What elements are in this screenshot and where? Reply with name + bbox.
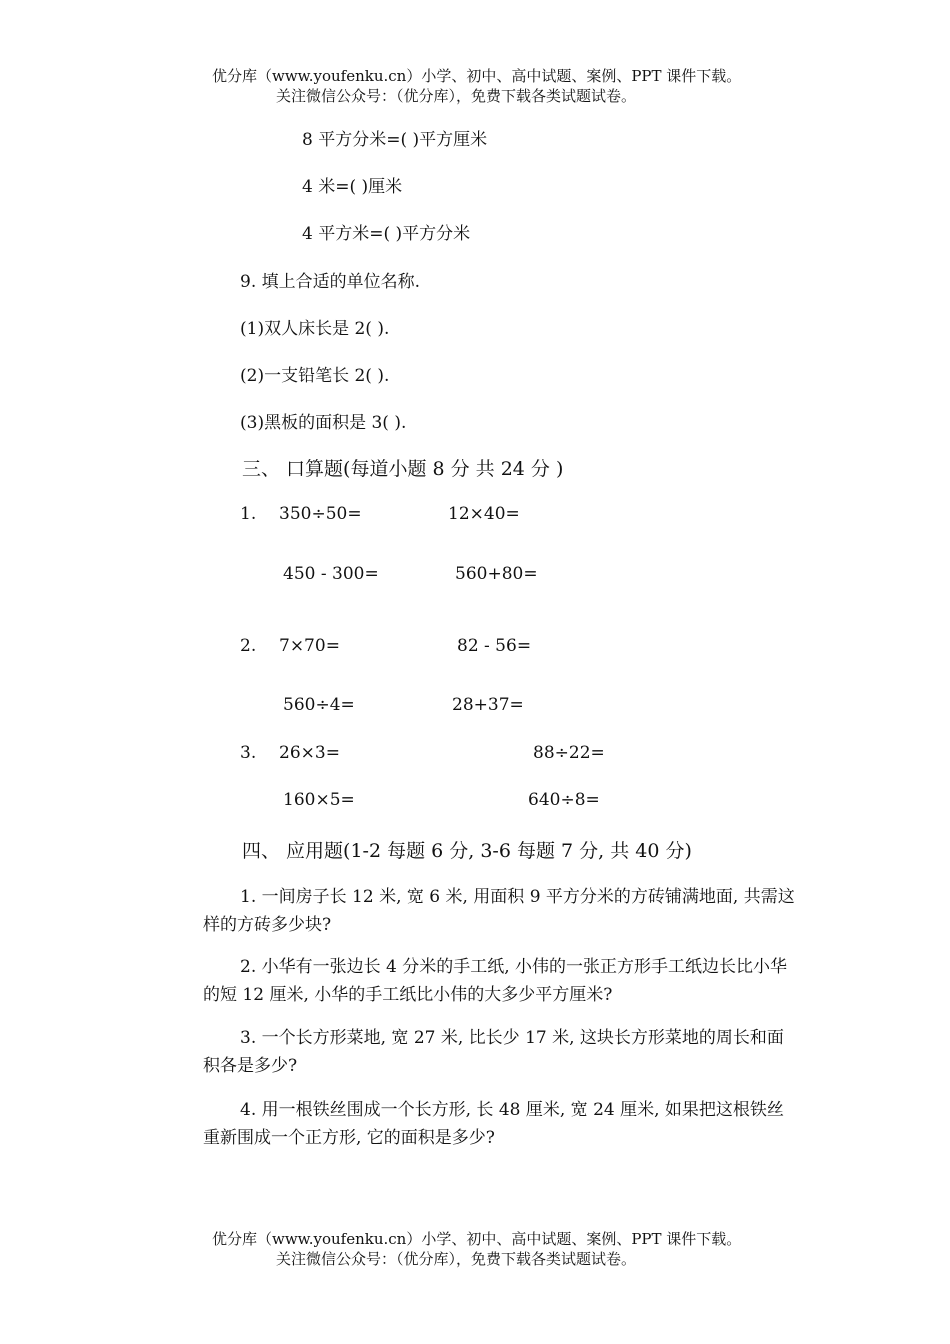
calc-item: 26×3= (279, 743, 340, 763)
section-3-title: 三、 口算题(每道小题 8 分 共 24 分 ) (242, 458, 564, 480)
calc-item: 560÷4= (283, 695, 355, 715)
group-2-number: 2. (240, 636, 257, 656)
word-problem-3: 3. 一个长方形菜地, 宽 27 米, 比长少 17 米, 这块长方形菜地的周长和面积各是多少? (203, 1028, 784, 1076)
q9-item-2: (2)一支铅笔长 2( ). (240, 366, 390, 386)
calc-item: 12×40= (448, 504, 520, 524)
calc-item: 640÷8= (528, 790, 600, 810)
calc-item: 560+80= (455, 564, 538, 584)
q9-item-1: (1)双人床长是 2( ). (240, 319, 390, 339)
footer-line-2: 关注微信公众号：（优分库），免费下载各类试题试卷。 (276, 1250, 637, 1268)
calc-item: 28+37= (452, 695, 524, 715)
conversion-3: 4 平方米=( )平方分米 (302, 224, 471, 244)
footer-line-1: 优分库（www.youfenku.cn）小学、初中、高中试题、案例、PPT 课件下载。 (212, 1230, 742, 1248)
q9-item-3: (3)黑板的面积是 3( ). (240, 413, 407, 433)
calc-item: 7×70= (279, 636, 340, 656)
calc-item: 350÷50= (279, 504, 362, 524)
calc-item: 82 - 56= (457, 636, 532, 656)
q9-title: 9. 填上合适的单位名称. (240, 272, 421, 292)
group-1-number: 1. (240, 504, 257, 524)
word-problem-2: 2. 小华有一张边长 4 分米的手工纸, 小伟的一张正方形手工纸边长比小华的短 12 厘米, 小华的手工纸比小伟的大多少平方厘米? (203, 957, 788, 1005)
word-problem-4: 4. 用一根铁丝围成一个长方形, 长 48 厘米, 宽 24 厘米, 如果把这根铁丝重新围成一个正方形, 它的面积是多少? (203, 1100, 784, 1148)
conversion-2: 4 米=( )厘米 (302, 177, 403, 197)
header-line-1: 优分库（www.youfenku.cn）小学、初中、高中试题、案例、PPT 课件下载。 (212, 67, 742, 85)
calc-item: 450 - 300= (283, 564, 379, 584)
word-problem-1: 1. 一间房子长 12 米, 宽 6 米, 用面积 9 平方分米的方砖铺满地面, 共需这样的方砖多少块? (203, 887, 795, 935)
group-3-number: 3. (240, 743, 257, 763)
calc-item: 160×5= (283, 790, 355, 810)
conversion-1: 8 平方分米=( )平方厘米 (302, 130, 488, 150)
section-4-title: 四、 应用题(1-2 每题 6 分, 3-6 每题 7 分, 共 40 分) (242, 840, 692, 862)
calc-item: 88÷22= (533, 743, 605, 763)
header-line-2: 关注微信公众号：（优分库），免费下载各类试题试卷。 (276, 87, 637, 105)
